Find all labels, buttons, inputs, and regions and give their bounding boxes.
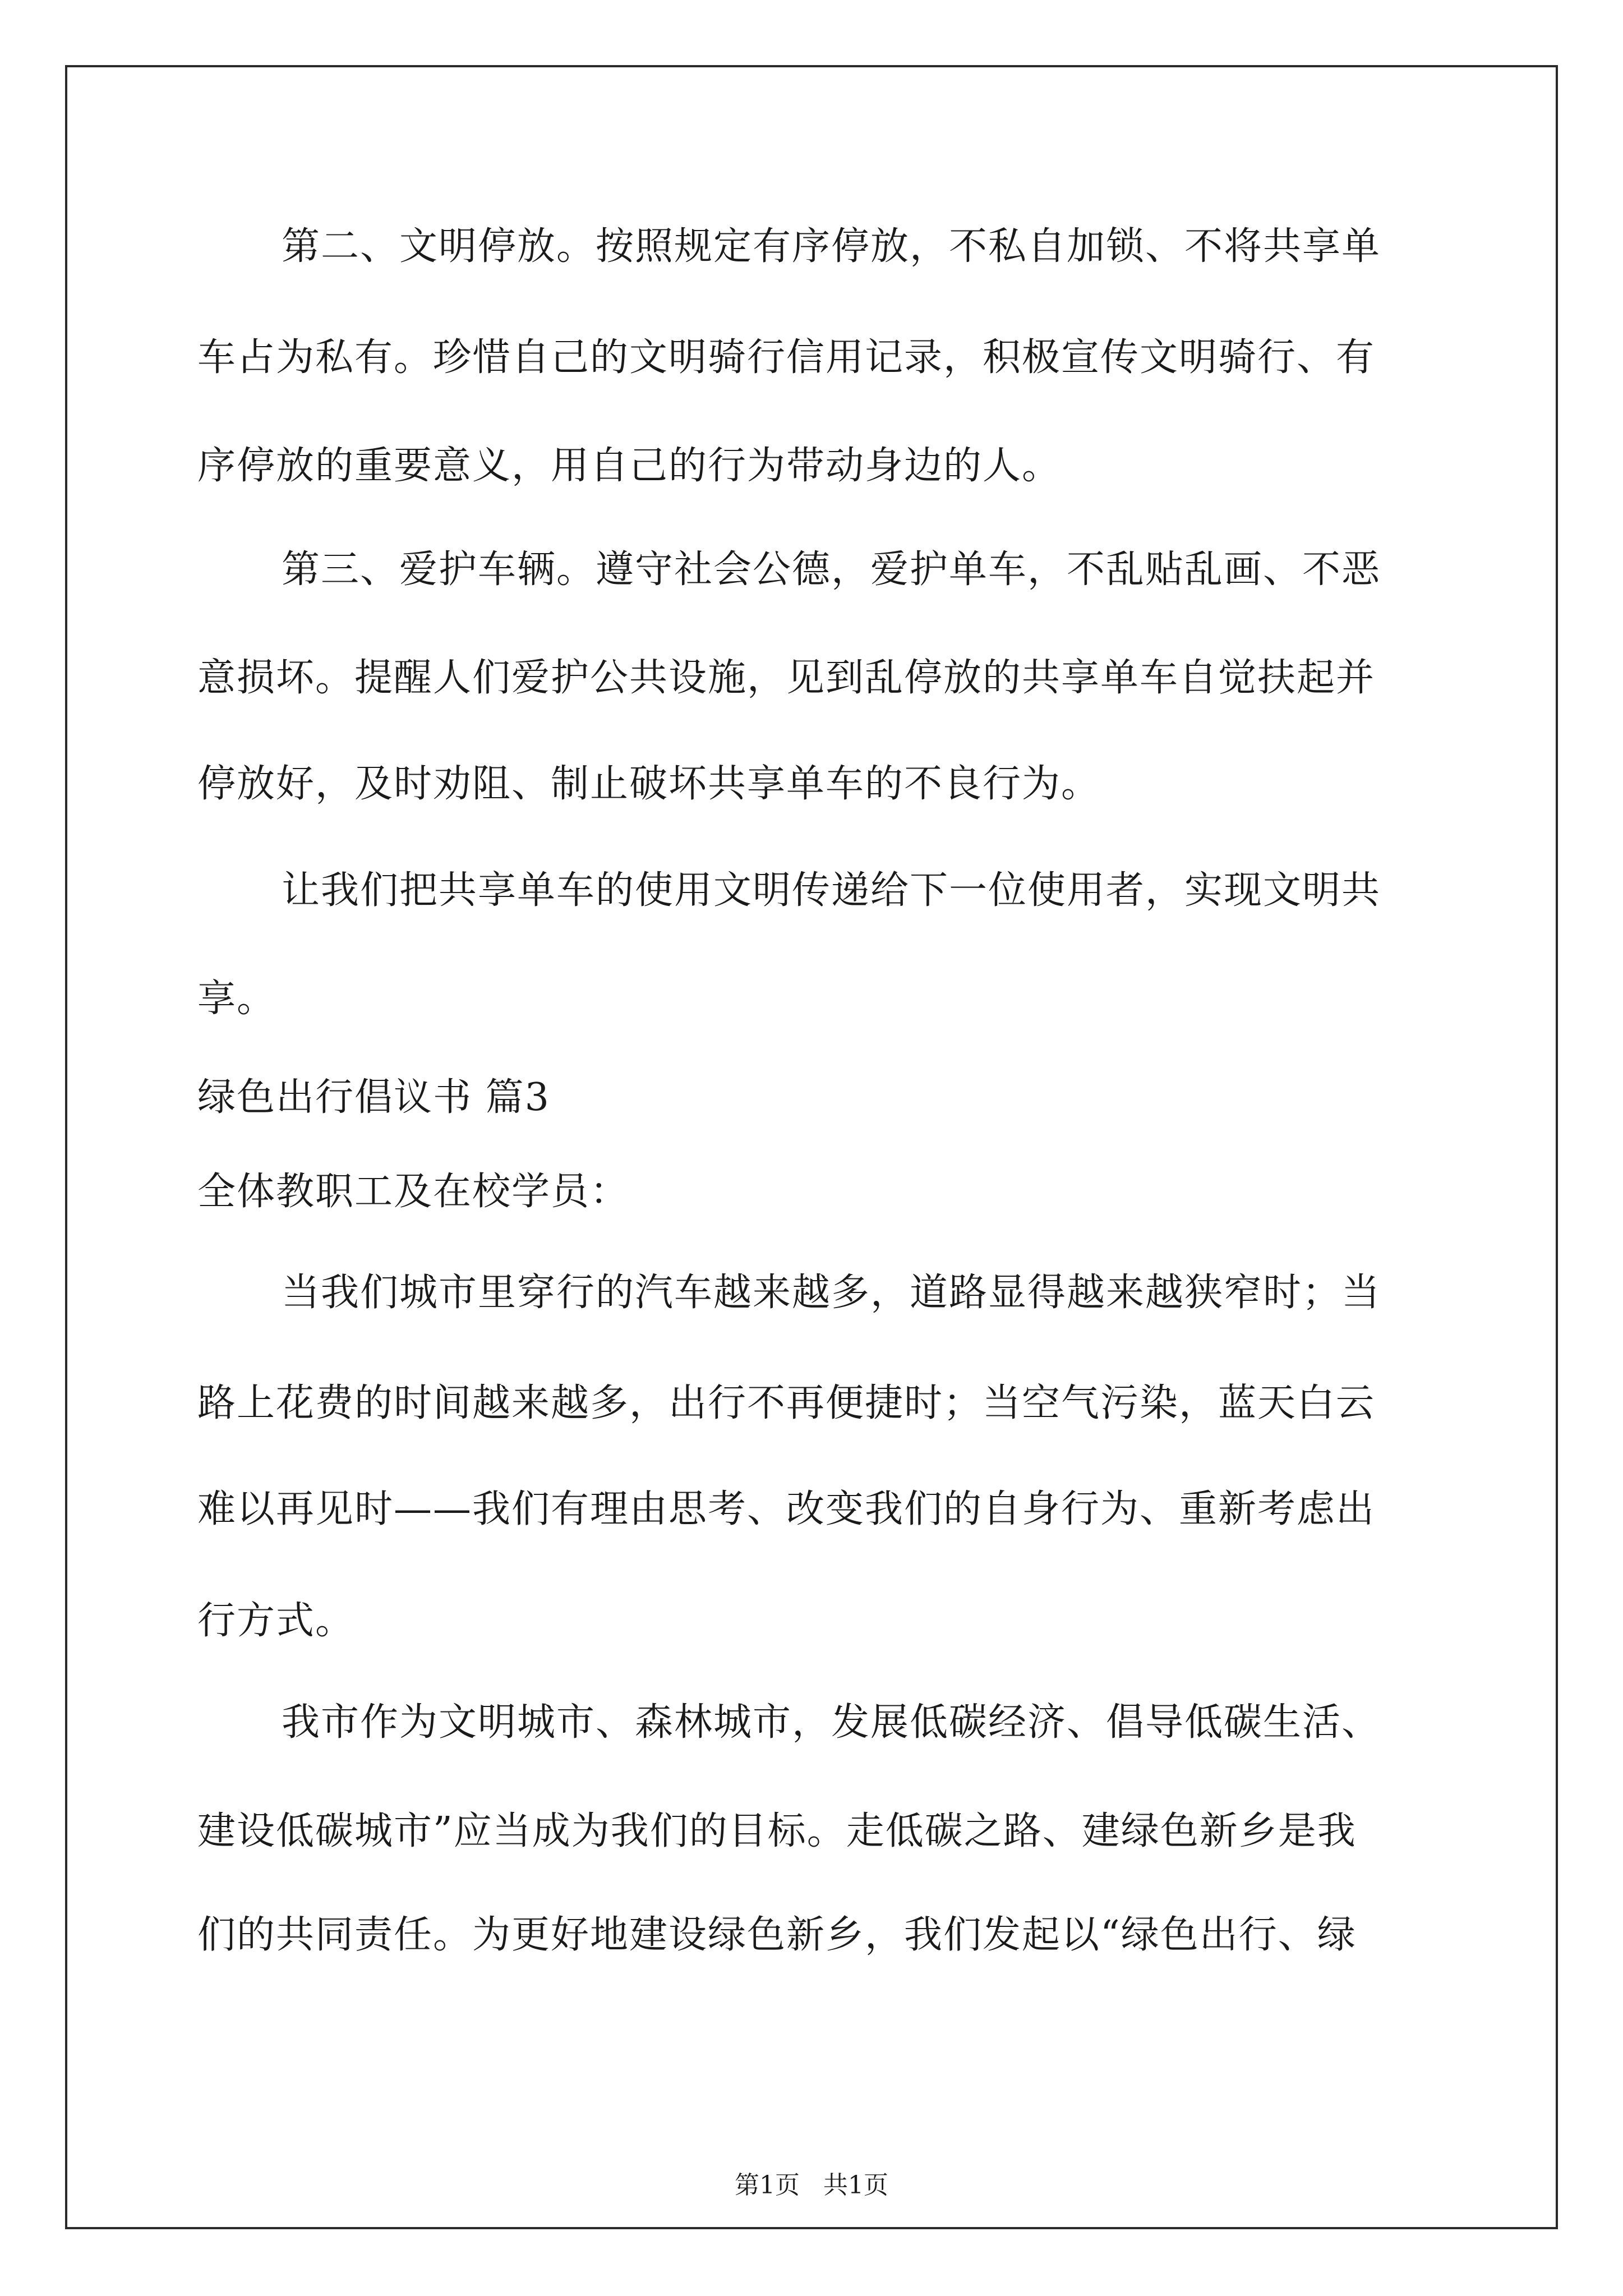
paragraph-line: 们的共同责任。为更好地建设绿色新乡，我们发起以“绿色出行、绿 bbox=[197, 1913, 1357, 1957]
paragraph-line: 建设低碳城市”应当成为我们的目标。走低碳之路、建绿色新乡是我 bbox=[197, 1809, 1357, 1853]
paragraph-line: 让我们把共享单车的使用文明传递给下一位使用者，实现文明共 bbox=[282, 868, 1381, 913]
paragraph-line: 第二、文明停放。按照规定有序停放，不私自加锁、不将共享单 bbox=[282, 224, 1381, 269]
page-border bbox=[65, 65, 1558, 2229]
paragraph-line: 序停放的重要意义，用自己的行为带动身边的人。 bbox=[197, 444, 1062, 488]
paragraph-line: 路上花费的时间越来越多，出行不再便捷时；当空气污染，蓝天白云 bbox=[197, 1381, 1376, 1425]
paragraph-line: 当我们城市里穿行的汽车越来越多，道路显得越来越狭窄时；当 bbox=[282, 1271, 1381, 1315]
paragraph-line: 第三、爱护车辆。遵守社会公德，爱护单车，不乱贴乱画、不恶 bbox=[282, 547, 1381, 592]
paragraph-line: 车占为私有。珍惜自己的文明骑行信用记录，积极宣传文明骑行、有 bbox=[197, 335, 1376, 380]
section-heading: 绿色出行倡议书 篇3 bbox=[197, 1075, 550, 1120]
paragraph-line: 享。 bbox=[197, 977, 276, 1021]
page-footer: 第1页 共1页 bbox=[735, 2171, 888, 2200]
paragraph-line: 难以再见时——我们有理由思考、改变我们的自身行为、重新考虑出 bbox=[197, 1487, 1376, 1531]
paragraph-line: 意损坏。提醒人们爱护公共设施，见到乱停放的共享单车自觉扶起并 bbox=[197, 656, 1376, 700]
salutation: 全体教职工及在校学员： bbox=[197, 1170, 630, 1214]
paragraph-line: 我市作为文明城市、森林城市，发展低碳经济、倡导低碳生活、 bbox=[282, 1700, 1381, 1745]
paragraph-line: 行方式。 bbox=[197, 1599, 355, 1643]
paragraph-line: 停放好，及时劝阻、制止破坏共享单车的不良行为。 bbox=[197, 762, 1101, 806]
